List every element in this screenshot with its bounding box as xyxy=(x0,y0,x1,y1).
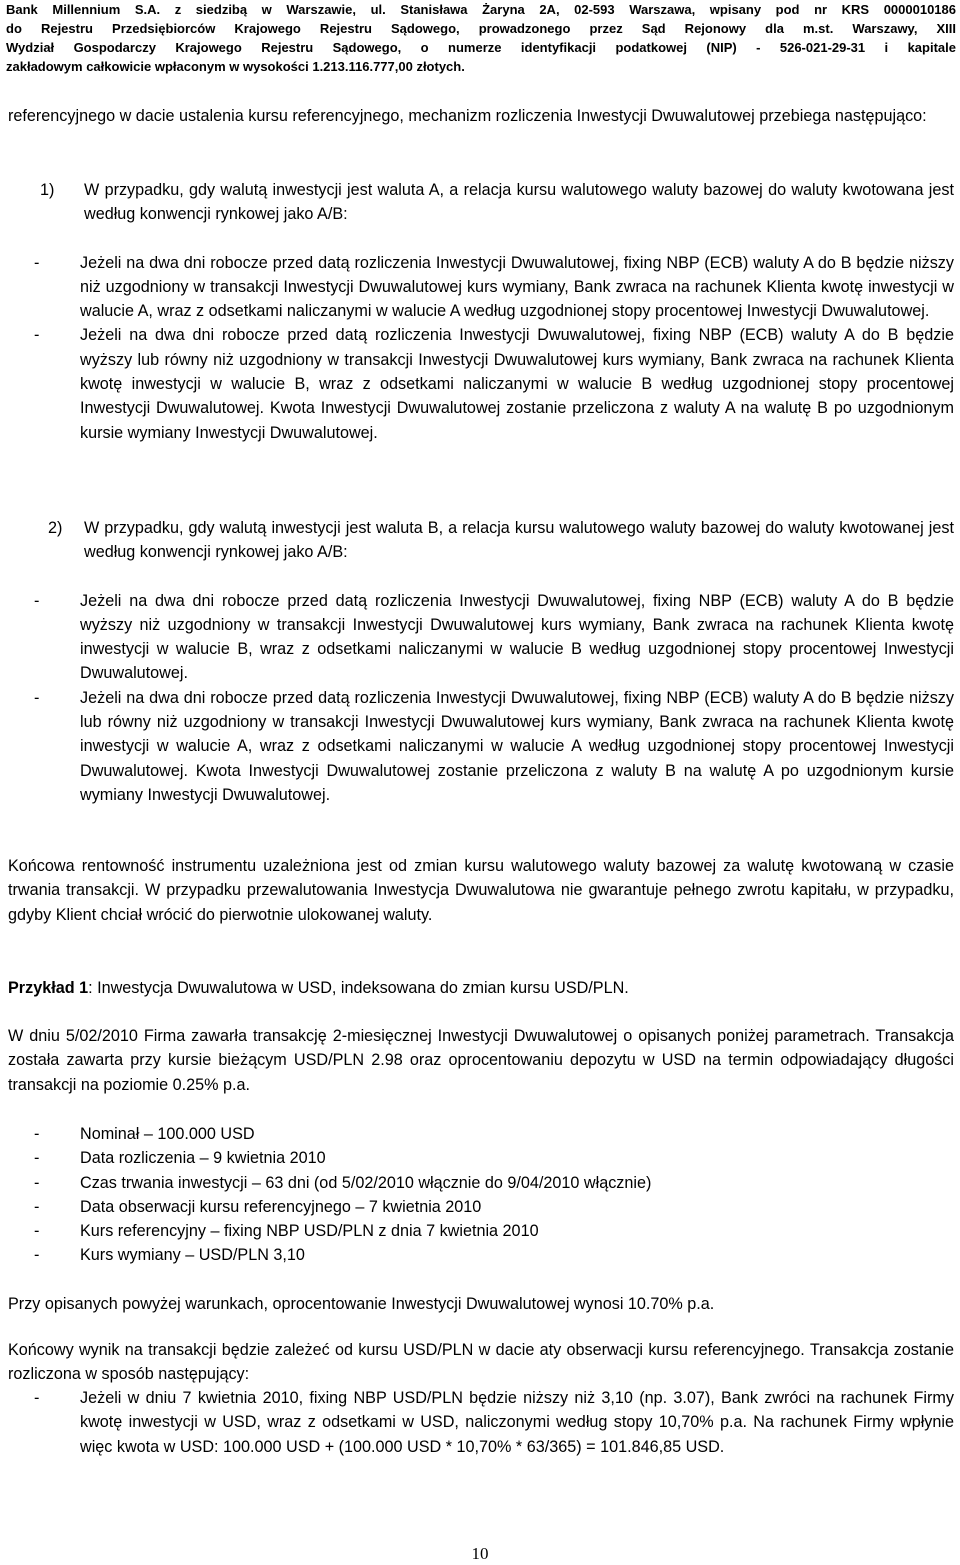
parameters-list xyxy=(8,1122,954,1268)
param-text: Czas trwania inwestycji – 63 dni (od 5/02/2010 włącznie do 9/04/2010 włącznie) xyxy=(80,1173,652,1192)
case-2-bullet-text: Jeżeli na dwa dni robocze przed datą rozliczenia Inwestycji Dwuwalutowej, fixing NBP (ECB) waluty A do B będzie niższy lub równy niż uzgodniony w transakcji Inwestycji Dwuwalutowej kurs wymiany, Bank zwraca na rachunek Klienta kwotę inwestycji w walucie A, wraz z odsetkami naliczanymi w walucie A według uzgodnionej stopy procentowej Inwestycji Dwuwalutowej. Kwota Inwestycji Dwuwalutowej zostanie przeliczona z waluty B na walutę A po uzgodnionym kursie wymiany Inwestycji Dwuwalutowej. xyxy=(80,688,954,804)
settlement-item xyxy=(8,1386,954,1459)
case-2 xyxy=(8,516,954,807)
param-item xyxy=(8,1219,954,1243)
page-number: 10 xyxy=(471,1544,489,1563)
final-result-paragraph: Końcowy wynik na transakcji będzie zależeć od kursu USD/PLN w dacie aty obserwacji kursu referencyjnego. Transakcja zostanie rozliczona w sposób następujący: xyxy=(8,1341,954,1384)
example-text: : Inwestycja Dwuwalutowa w USD, indeksowana do zmian kursu USD/PLN. xyxy=(88,979,629,997)
param-item xyxy=(8,1243,954,1267)
dash-marker: - xyxy=(34,688,40,707)
dash-marker: - xyxy=(34,1125,40,1143)
case-2-bullet-text: Jeżeli na dwa dni robocze przed datą rozliczenia Inwestycji Dwuwalutowej, fixing NBP (ECB) waluty A do B będzie wyższy niż uzgodniony w transakcji Inwestycji Dwuwalutowej kurs wymiany, Bank zwraca na rachunek Klienta kwotę inwestycji w walucie B, wraz z odsetkami naliczanymi w walucie B według uzgodnionej stopy procentowej Inwestycji Dwuwalutowej. xyxy=(80,591,954,683)
example-description: W dniu 5/02/2010 Firma zawarła transakcję 2-miesięcznej Inwestycji Dwuwalutowej o opisanych poniżej parametrach. Transakcja została zawarta przy kursie bieżącym USD/PLN 2.98 oraz oprocentowaniu depozytu w USD na termin odpowiadający długości transakcji na poziomie 0.25% p.a. xyxy=(8,1027,954,1094)
example-heading xyxy=(8,976,954,1000)
case-1-text-block xyxy=(8,178,954,227)
case-2-text: W przypadku, gdy walutą inwestycji jest waluta B, a relacja kursu walutowego waluty bazowej do waluty kwotowanej jest według konwencji rynkowej jako A/B: xyxy=(84,519,954,562)
settlement-list xyxy=(8,1386,954,1459)
case-1-bullet-text: Jeżeli na dwa dni robocze przed datą rozliczenia Inwestycji Dwuwalutowej, fixing NBP (ECB) waluty A do B będzie wyższy lub równy niż uzgodniony w transakcji Inwestycji Dwuwalutowej kurs wymiany, Bank zwraca na rachunek Klienta kwotę inwestycji w walucie B, wraz z odsetkami naliczanymi w walucie B według uzgodnionej stopy procentowej Inwestycji Dwuwalutowej. Kwota Inwestycji Dwuwalutowej zostanie przeliczona z waluty A na walutę B po uzgodnionym kursie wymiany Inwestycji Dwuwalutowej. xyxy=(80,326,954,442)
case-2-bullet xyxy=(8,686,954,807)
param-text: Data obserwacji kursu referencyjnego – 7 kwietnia 2010 xyxy=(80,1197,482,1216)
case-2-text-block xyxy=(8,516,954,565)
param-item xyxy=(8,1171,954,1195)
example-label: Przykład 1 xyxy=(8,979,89,997)
dash-marker: - xyxy=(34,1149,40,1168)
header-line: Wydział Gospodarczy Krajowego Rejestru Sądowego, o numerze identyfikacji podatkowej (NIP) - 526-021-29-31 i kapitale xyxy=(6,40,956,55)
dash-marker: - xyxy=(34,1389,40,1407)
settlement-text: Jeżeli w dniu 7 kwietnia 2010, fixing NBP USD/PLN będzie niższy niż 3,10 (np. 3.07), Bank zwróci na rachunek Firmy kwotę inwestycji w USD, wraz z odsetkami w USD, naliczonymi według stopy 10,70% p.a. Na rachunek Firmy wpłynie więc kwota w USD: 100.000 USD + (100.000 USD * 10,70% * 63/365) = 101.846,85 USD. xyxy=(80,1389,954,1456)
dash-marker: - xyxy=(34,1246,40,1265)
param-item xyxy=(8,1195,954,1219)
case-1-bullet xyxy=(8,251,954,324)
dash-marker: - xyxy=(34,253,40,272)
header-line: Bank Millennium S.A. z siedzibą w Warszawie, ul. Stanisława Żaryna 2A, 02-593 Warszawa, wpisany pod nr KRS 0000010186 xyxy=(6,2,956,17)
case-2-bullet xyxy=(8,589,954,686)
dash-marker: - xyxy=(34,591,40,610)
case-1-text: W przypadku, gdy walutą inwestycji jest waluta A, a relacja kursu walutowego waluty bazowej do waluty kwotowana jest według konwencji rynkowej jako A/B: xyxy=(84,181,954,224)
param-item xyxy=(8,1122,954,1146)
intro-paragraph: referencyjnego w dacie ustalenia kursu referencyjnego, mechanizm rozliczenia Inwestycji Dwuwalutowej przebiega następująco: xyxy=(8,107,927,125)
header-line: do Rejestru Przedsiębiorców Krajowego Rejestru Sądowego, prowadzonego przez Sąd Rejonowy dla m.st. Warszawy, XIII xyxy=(6,21,956,36)
interest-paragraph: Przy opisanych powyżej warunkach, oprocentowanie Inwestycji Dwuwalutowej wynosi 10.70% p.a. xyxy=(8,1295,715,1313)
case-1-number: 1) xyxy=(40,181,55,199)
dash-marker: - xyxy=(34,1197,40,1216)
bank-header xyxy=(6,0,956,76)
case-1-bullet-text: Jeżeli na dwa dni robocze przed datą rozliczenia Inwestycji Dwuwalutowej, fixing NBP (ECB) waluty A do B będzie niższy niż uzgodniony w transakcji Inwestycji Dwuwalutowej kurs wymiany, Bank zwraca na rachunek Klienta kwotę inwestycji w walucie A, wraz z odsetkami naliczanymi w walucie A według uzgodnionej stopy procentowej Inwestycji Dwuwalutowej. xyxy=(80,253,954,321)
final-return-paragraph: Końcowa rentowność instrumentu uzależniona jest od zmian kursu walutowego waluty bazowej za walutę kwotowaną w czasie trwania transakcji. W przypadku przewalutowania Inwestycja Dwuwalutowa nie gwarantuje pełnego zwrotu kapitału, w przypadku, gdyby Klient chciał wrócić do pierwotnie ulokowanej waluty. xyxy=(8,857,954,924)
param-text: Kurs referencyjny – fixing NBP USD/PLN z dnia 7 kwietnia 2010 xyxy=(80,1222,539,1241)
param-text: Kurs wymiany – USD/PLN 3,10 xyxy=(80,1246,305,1265)
dash-marker: - xyxy=(34,1222,40,1241)
dash-marker: - xyxy=(34,1173,40,1192)
header-line: zakładowym całkowicie wpłaconym w wysokości 1.213.116.777,00 złotych. xyxy=(6,59,465,74)
dash-marker: - xyxy=(34,326,40,345)
param-item xyxy=(8,1146,954,1170)
param-text: Nominał – 100.000 USD xyxy=(80,1125,255,1143)
case-1 xyxy=(8,178,954,445)
param-text: Data rozliczenia – 9 kwietnia 2010 xyxy=(80,1149,326,1168)
case-1-bullet xyxy=(8,323,954,444)
case-2-number: 2) xyxy=(48,519,63,537)
